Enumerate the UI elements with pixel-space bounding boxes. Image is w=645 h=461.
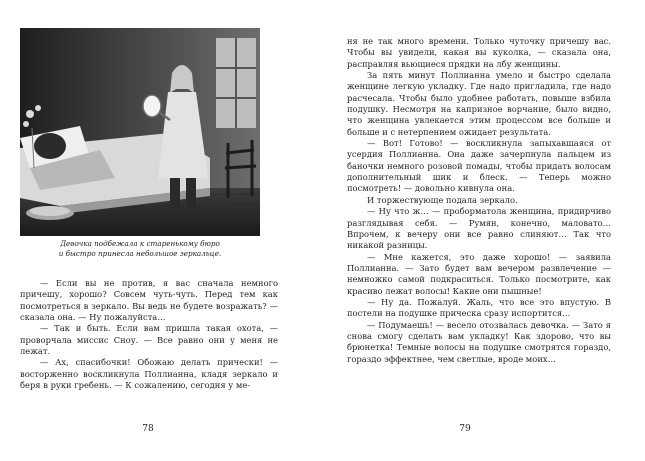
paragraph: — Вот! Готово! — воскликнула запыхавшаяся от усердия Поллианна. Она даже зачерпнула пальцем из баночки немного розовой помады, чтобы придать волосам дополнительный шик и блеск. — Теперь можно посмотреть! — довольно кивнула она. (347, 138, 611, 194)
paragraph: — Ну да. Пожалуй. Жаль, что все это впустую. В постели на подушке прическа сразу испортится… (347, 296, 611, 319)
paragraph: За пять минут Поллианна умело и быстро сделала женщине легкую укладку. Где надо пригладила, где надо расчесала. Чтобы было удобнее работать, повыше взбила подушку. Несмотря на капризное ворчание, было видно, что женщина увлекается этим процессом все больше и больше и с нетерпением ожидает результата. (347, 70, 611, 137)
paragraph: — Мне кажется, это даже хорошо! — заявила Поллианна. — Зато будет вам вечером развлечение — немножко самой подкраситься. Только посмотрите, как красиво лежат волосы! Какие они пышные! (347, 251, 611, 296)
illustration (20, 28, 260, 236)
paragraph: И торжествующе подала зеркало. (367, 194, 518, 205)
paragraph-continued: ня не так много времени. Только чуточку причешу вас. Чтобы вы увидели, какая вы куколка, — сказала она, расправляя вьющиеся прядки на лбу женщины. (347, 36, 611, 69)
paragraph: — Если вы не против, я вас сначала немного причешу, хорошо? Совсем чуть-чуть. Перед тем как посмотреться в зеркало. Вы ведь не будете возражать? — сказала она. — Ну пожалуйста… (20, 278, 278, 323)
paragraph: — Ну что ж… — проборматола женщина, придирчиво разглядывая себя. — Румян, конечно, маловато… Впрочем, к вечеру они все равно слиняют… Так что никакой разницы. (347, 206, 611, 251)
right-page-text (347, 36, 611, 365)
paragraph: — Ах, спасибочки! Обожаю делать прически! — восторженно воскликнула Поллианна, кладя зеркало и беря в руки гребень. — К сожалению, сегодня у ме- (20, 357, 278, 391)
right-page (323, 0, 645, 461)
left-page-text (20, 278, 278, 391)
paragraph: — Подумаешь! — весело отозвалась девочка. — Зато я снова смогу сделать вам укладку! Как здорово, что вы брюнетка! Темные волосы на подушке смотрятся гораздо, гораздо эффектнее, чем светлые, вроде моих… (347, 319, 611, 364)
paragraph: — Так и быть. Если вам пришла такая охота, — проворчала миссис Сноу. — Все равно они у меня не лежат. (20, 323, 278, 357)
page-number-left: 78 (142, 424, 154, 434)
illustration-caption (20, 239, 260, 258)
caption-line-2: и быстро принесла небольшое зеркальце. (58, 248, 222, 258)
page-number-right: 79 (459, 424, 471, 434)
caption-line-1: Девочка подбежала к старенькому бюро (60, 239, 220, 248)
